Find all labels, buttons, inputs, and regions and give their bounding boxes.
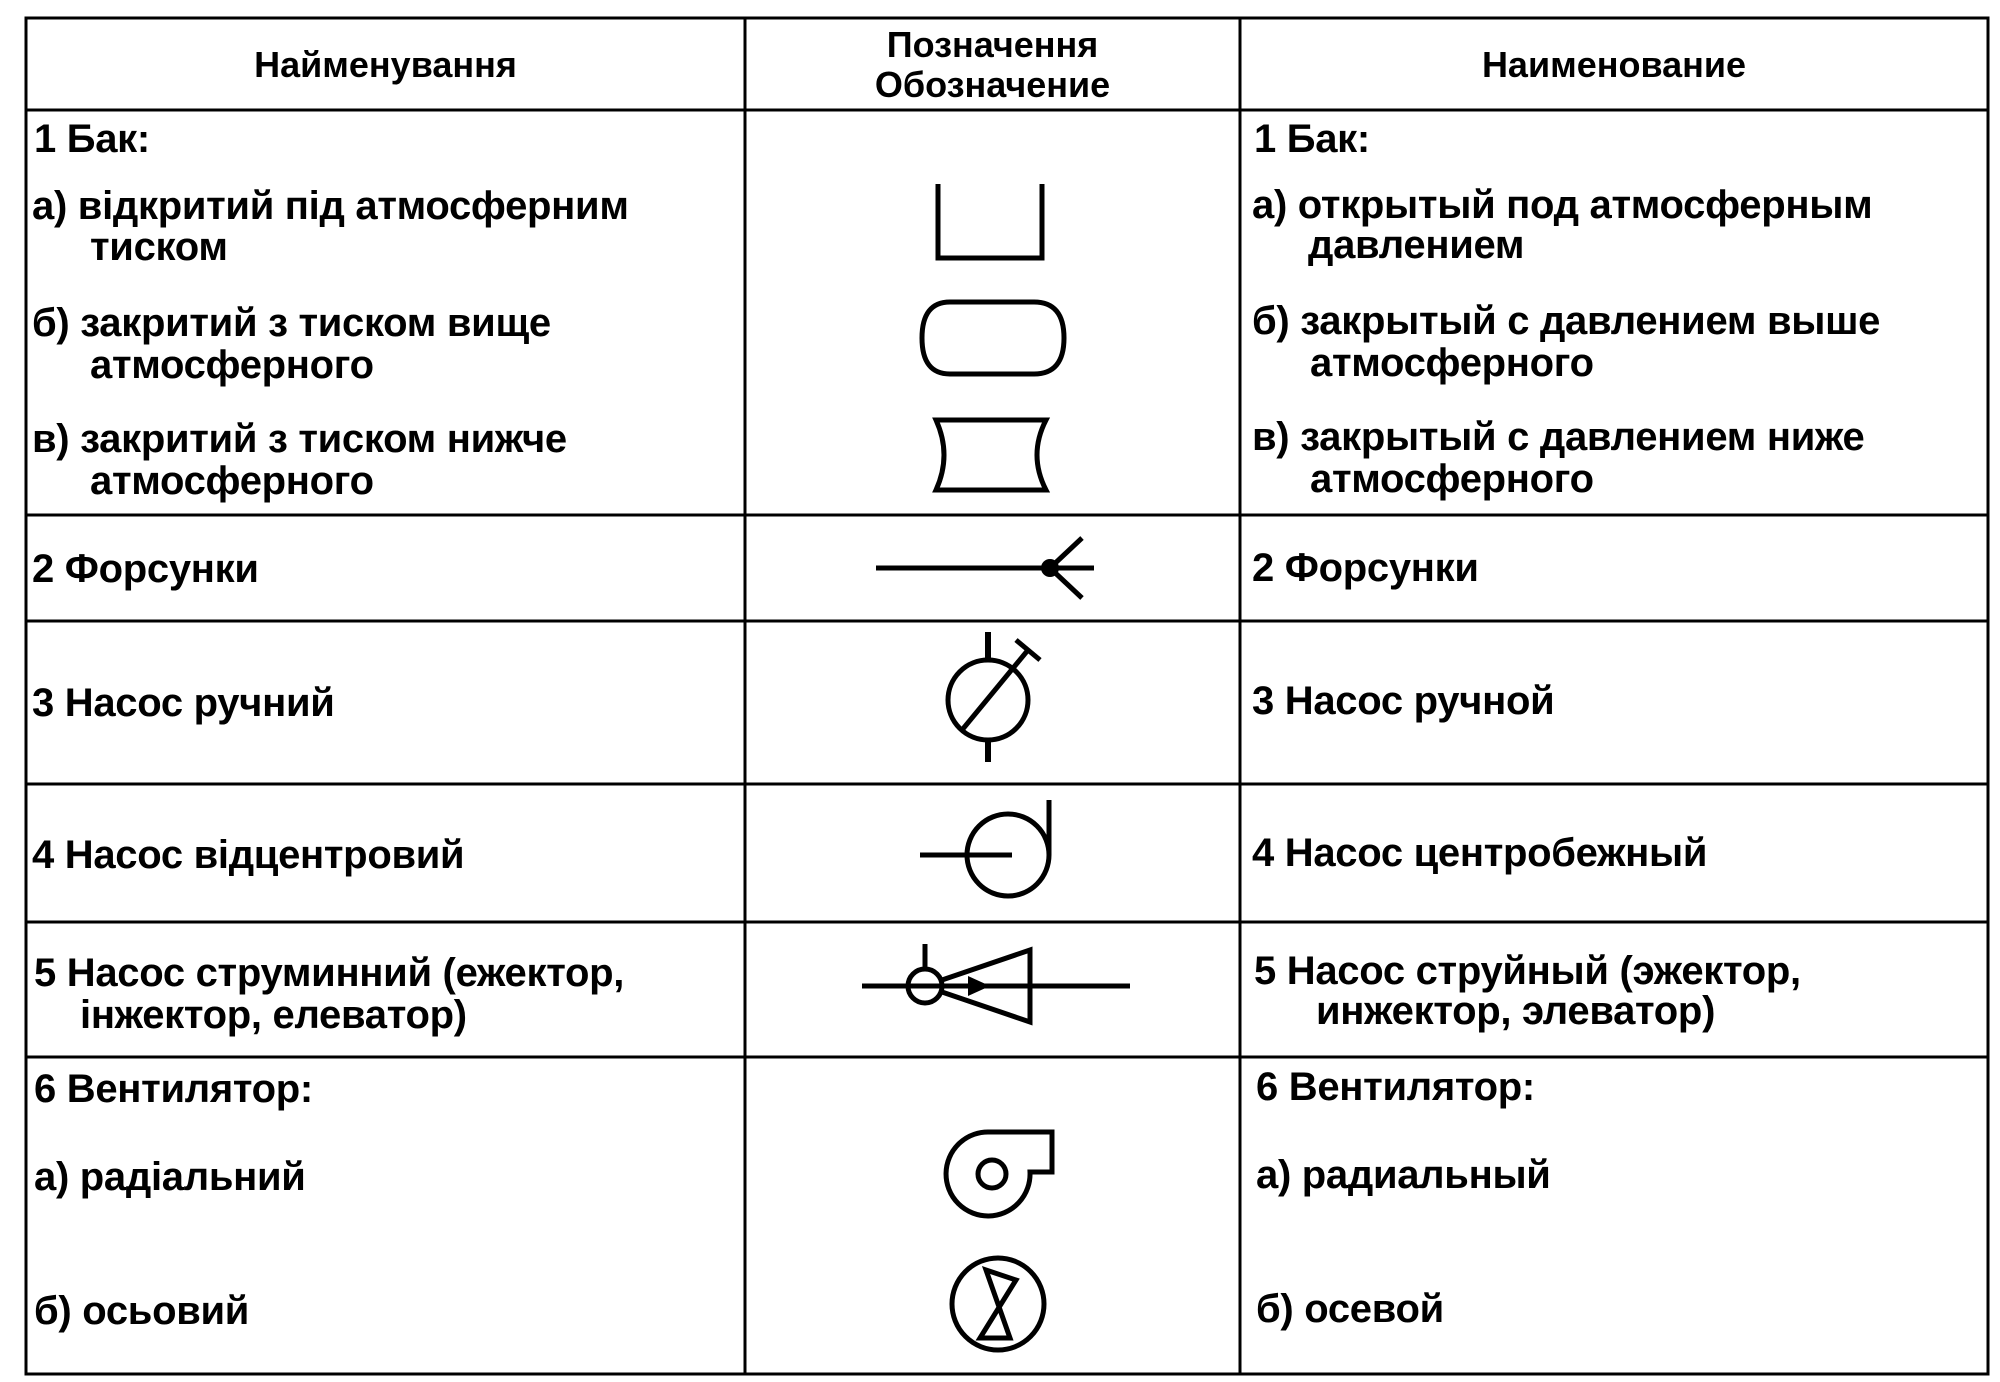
fan-radial-ua: а) радіальний: [34, 1155, 306, 1199]
fan-axial-ru: б) осевой: [1256, 1287, 1444, 1331]
tank-vacuum-ru-line2: атмосферного: [1310, 457, 1594, 501]
header-symbol-title-ua: Позначення: [886, 24, 1099, 65]
centrifugal-pump-ru: 4 Насос центробежный: [1252, 831, 1708, 875]
tank-open-ru-line1: а) открытый под атмосферным: [1252, 183, 1873, 227]
hand-pump-ru: 3 Насос ручной: [1252, 679, 1555, 723]
tank-pressurized-ua-line1: б) закритий з тиском вище: [32, 301, 551, 345]
fan-radial-ru: а) радиальный: [1256, 1153, 1551, 1197]
nozzles-ru: 2 Форсунки: [1252, 546, 1479, 590]
tank-pressurized-ua-line2: атмосферного: [90, 343, 374, 387]
tank-title-ru: 1 Бак:: [1254, 117, 1370, 161]
fan-title-ru: 6 Вентилятор:: [1256, 1065, 1535, 1109]
tank-vacuum-ua-line1: в) закритий з тиском нижче: [32, 417, 567, 461]
hand-pump-ua: 3 Насос ручний: [32, 681, 335, 725]
jet-pump-ru-line2: инжектор, элеватор): [1316, 989, 1716, 1033]
fan-title-ua: 6 Вентилятор:: [34, 1067, 313, 1111]
header-ru-title: Наименование: [1481, 44, 1747, 85]
centrifugal-pump-ua: 4 Насос відцентровий: [32, 833, 465, 877]
tank-open-ua-line2: тиском: [90, 225, 228, 269]
tank-pressurized-ru-line1: б) закрытый с давлением выше: [1252, 299, 1881, 343]
tank-vacuum-ru-line1: в) закрытый с давлением ниже: [1252, 415, 1865, 459]
header-symbol-title-ru: Обозначение: [874, 64, 1111, 105]
jet-pump-ua-line1: 5 Насос струминний (ежектор,: [34, 951, 625, 995]
jet-pump-ru-line1: 5 Насос струйный (эжектор,: [1254, 949, 1801, 993]
tank-open-ru-line2: давлением: [1308, 223, 1525, 267]
fan-axial-ua: б) осьовий: [34, 1289, 250, 1333]
header-ua-title: Найменування: [254, 44, 517, 85]
jet-pump-ua-line2: інжектор, елеватор): [80, 993, 467, 1037]
tank-open-ua-line1: а) відкритий під атмосферним: [32, 184, 629, 228]
tank-title-ua: 1 Бак:: [34, 117, 150, 161]
tank-vacuum-ua-line2: атмосферного: [90, 459, 374, 503]
nozzles-ua: 2 Форсунки: [32, 547, 259, 591]
tank-pressurized-ru-line2: атмосферного: [1310, 341, 1594, 385]
